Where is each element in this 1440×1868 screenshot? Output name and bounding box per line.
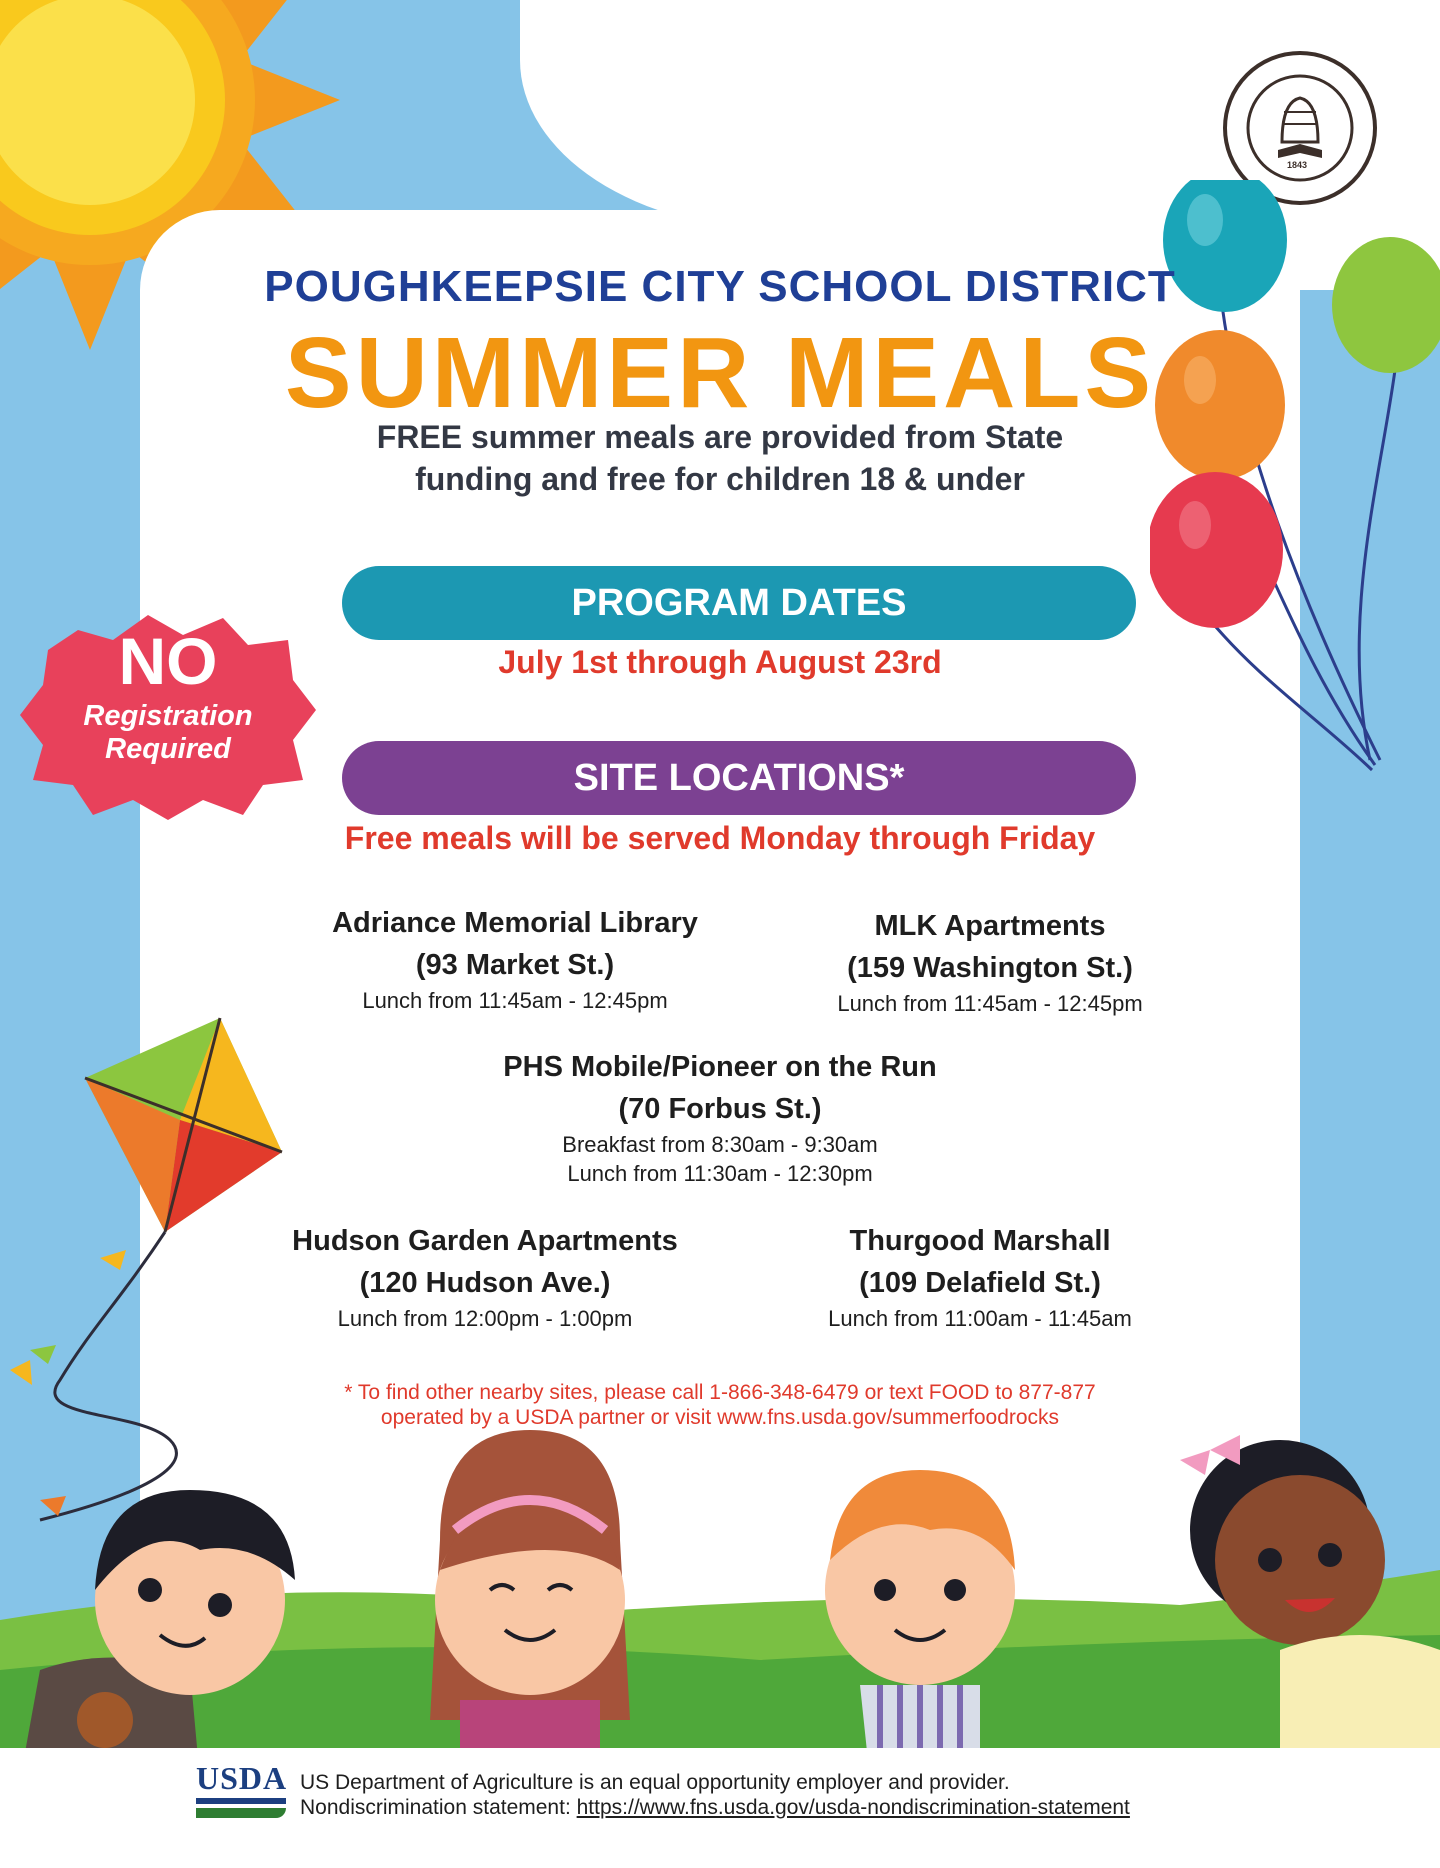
badge-no-text: NO [118, 624, 218, 698]
site-name: MLK Apartments [874, 910, 1106, 942]
usda-logo: USDA [196, 1760, 288, 1796]
summer-meals-title: SUMMER MEALS [284, 317, 1156, 429]
site-thurgood-marshall [760, 1220, 1200, 1333]
site-address: (93 Market St.) [415, 949, 615, 981]
site-locations-heading: SITE LOCATIONS* [342, 741, 1136, 815]
site-hours: Breakfast from 8:30am - 9:30am [562, 1132, 878, 1157]
serving-days-text: Free meals will be served Monday through Friday [344, 820, 1096, 856]
site-hours: Lunch from 11:45am - 12:45pm [362, 988, 668, 1013]
badge-line-2: Required [105, 733, 231, 765]
site-name: PHS Mobile/Pioneer on the Run [503, 1051, 937, 1083]
nondiscrimination-statement [300, 1796, 1130, 1820]
subtitle-line-2: funding and free for children 18 & under [415, 461, 1025, 497]
site-name: Thurgood Marshall [849, 1225, 1111, 1257]
subtitle-line-1: FREE summer meals are provided from State [376, 419, 1064, 455]
site-name: Adriance Memorial Library [332, 907, 698, 939]
program-dates-heading: PROGRAM DATES [342, 566, 1136, 640]
site-address: (159 Washington St.) [847, 952, 1133, 984]
note-line-1: * To find other nearby sites, please call 1-866-348-6479 or text FOOD to 877-877 [344, 1381, 1096, 1404]
note-line-2: operated by a USDA partner or visit www.fns.usda.gov/summerfoodrocks [380, 1406, 1060, 1429]
site-hours: Lunch from 11:45am - 12:45pm [837, 991, 1143, 1016]
site-name: Hudson Garden Apartments [292, 1225, 678, 1257]
site-hudson-garden [240, 1220, 730, 1333]
nondiscrimination-link[interactable]: https://www.fns.usda.gov/usda-nondiscrimination-statement [576, 1796, 1130, 1819]
equal-opportunity-statement: US Department of Agriculture is an equal opportunity employer and provider. [300, 1771, 1010, 1794]
children-illustration [0, 1420, 1440, 1780]
program-dates-text: July 1st through August 23rd [498, 644, 942, 680]
site-adriance-library [270, 902, 760, 1015]
site-hours: Lunch from 11:30am - 12:30pm [567, 1161, 873, 1186]
site-address: (70 Forbus St.) [618, 1093, 822, 1125]
site-phs-mobile [420, 1046, 1020, 1188]
site-hours: Lunch from 11:00am - 11:45am [828, 1306, 1132, 1331]
seal-year: 1843 [1287, 160, 1308, 170]
site-mlk-apartments [770, 905, 1210, 1018]
site-address: (109 Delafield St.) [859, 1267, 1101, 1299]
subtitle [140, 416, 1300, 500]
girl-figure [430, 1430, 630, 1780]
site-hours: Lunch from 12:00pm - 1:00pm [337, 1306, 633, 1331]
badge-subtext [18, 700, 318, 766]
usda-logo-field [196, 1808, 286, 1818]
site-address: (120 Hudson Ave.) [359, 1267, 611, 1299]
badge-line-1: Registration [83, 700, 253, 732]
district-title: POUGHKEEPSIE CITY SCHOOL DISTRICT [264, 262, 1176, 311]
usda-logo-stripe [196, 1798, 286, 1804]
nondiscrimination-label: Nondiscrimination statement: [300, 1796, 577, 1819]
